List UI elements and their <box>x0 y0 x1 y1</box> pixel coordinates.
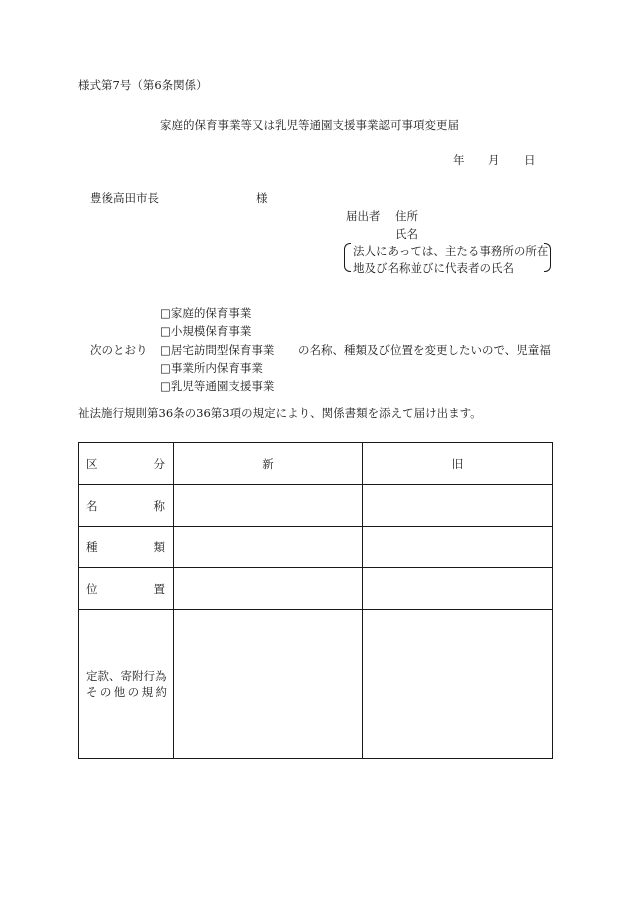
business-type-item: □乳児等通園支援事業 <box>160 379 275 393</box>
table-row <box>79 485 553 527</box>
cell-old[interactable] <box>363 568 553 610</box>
row-label: 位 置 <box>79 568 174 610</box>
cell-old[interactable] <box>363 610 553 759</box>
date-year: 年 <box>453 153 465 167</box>
applicant-note-line1: 法人にあっては、主たる事務所の所在 <box>353 244 549 258</box>
header-new: 新 <box>174 443 363 485</box>
business-type-item: □事業所内保育事業 <box>160 361 263 375</box>
header-old: 旧 <box>363 443 553 485</box>
left-bracket <box>344 243 351 272</box>
date-day: 日 <box>524 153 536 167</box>
name-label: 氏名 <box>395 227 418 241</box>
row-label: 種 類 <box>79 527 174 568</box>
cell-new[interactable] <box>174 527 363 568</box>
cell-new[interactable] <box>174 568 363 610</box>
date-month: 月 <box>488 153 500 167</box>
table-row <box>79 527 553 568</box>
business-type-item: □家庭的保育事業 <box>160 306 252 320</box>
cell-old[interactable] <box>363 527 553 568</box>
address-label: 住所 <box>395 209 418 223</box>
row-label: 名 称 <box>79 485 174 527</box>
cell-new[interactable] <box>174 485 363 527</box>
business-type-item: □居宅訪問型保育事業 <box>160 343 275 357</box>
table-row <box>79 610 553 759</box>
applicant-label: 届出者 <box>346 209 381 223</box>
applicant-note-line2: 地及び名称並びに代表者の氏名 <box>353 261 514 275</box>
form-number: 様式第7号（第6条関係） <box>78 78 208 92</box>
body-suffix: の名称、種類及び位置を変更したいので、児童福 <box>298 343 551 357</box>
business-type-item: □小規模保育事業 <box>160 324 252 338</box>
addressee-name: 豊後高田市長 <box>90 191 159 205</box>
row-label: 定款、寄附行為 そ の 他 の 規 約 <box>79 610 174 759</box>
header-category: 区 分 <box>79 443 174 485</box>
table-header-row <box>79 443 553 485</box>
cell-old[interactable] <box>363 485 553 527</box>
body-line2: 祉法施行規則第36条の36第3項の規定により、関係書類を添えて届け出ます。 <box>78 406 482 420</box>
form-title: 家庭的保育事業等又は乳児等通園支援事業認可事項変更届 <box>160 118 459 132</box>
cell-new[interactable] <box>174 610 363 759</box>
table-row <box>79 568 553 610</box>
addressee-honorific: 様 <box>256 191 268 205</box>
change-table <box>78 442 553 759</box>
body-prefix: 次のとおり <box>90 343 148 357</box>
